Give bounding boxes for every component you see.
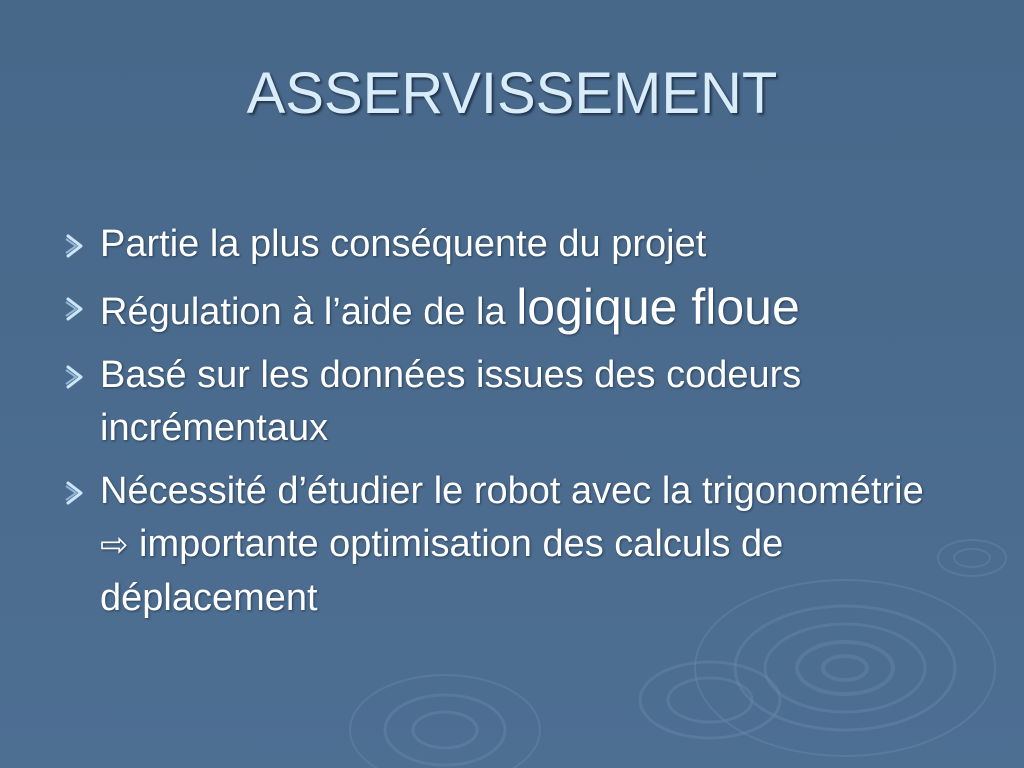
bullet-text: importante optimisation des calculs de déplacement bbox=[100, 523, 784, 619]
bullet-item bbox=[62, 349, 962, 455]
bullet-text: Régulation à l’aide de la bbox=[100, 291, 517, 333]
slide-title: ASSERVISSEMENT bbox=[246, 61, 778, 126]
ripple-ring bbox=[640, 662, 780, 738]
bullet-text: Basé sur les données issues des codeurs incrémentaux bbox=[100, 354, 802, 449]
chevron-right-icon bbox=[62, 233, 88, 259]
bullet-text: Nécessité d’étudier le robot avec la trigonométrie bbox=[100, 470, 924, 512]
ripple-ring bbox=[823, 656, 867, 680]
chevron-right-icon bbox=[62, 364, 88, 390]
chevron-right-icon bbox=[62, 296, 88, 322]
bullet-item bbox=[62, 218, 962, 271]
ripple-ring bbox=[385, 695, 505, 765]
ripple-ring bbox=[797, 642, 893, 694]
bullet-item bbox=[62, 281, 962, 339]
bullet-item bbox=[62, 465, 962, 625]
bullet-emphasis: logique floue bbox=[516, 279, 800, 335]
ripple-ring bbox=[350, 675, 540, 768]
ripple-ring bbox=[413, 712, 477, 748]
hollow-right-arrow-icon: ⇨ bbox=[100, 526, 129, 564]
ripple-ring bbox=[668, 678, 752, 722]
chevron-right-icon bbox=[62, 480, 88, 506]
bullet-text: Partie la plus conséquente du projet bbox=[100, 223, 707, 265]
ripple-ring bbox=[765, 624, 925, 712]
bullet-list bbox=[62, 218, 962, 635]
